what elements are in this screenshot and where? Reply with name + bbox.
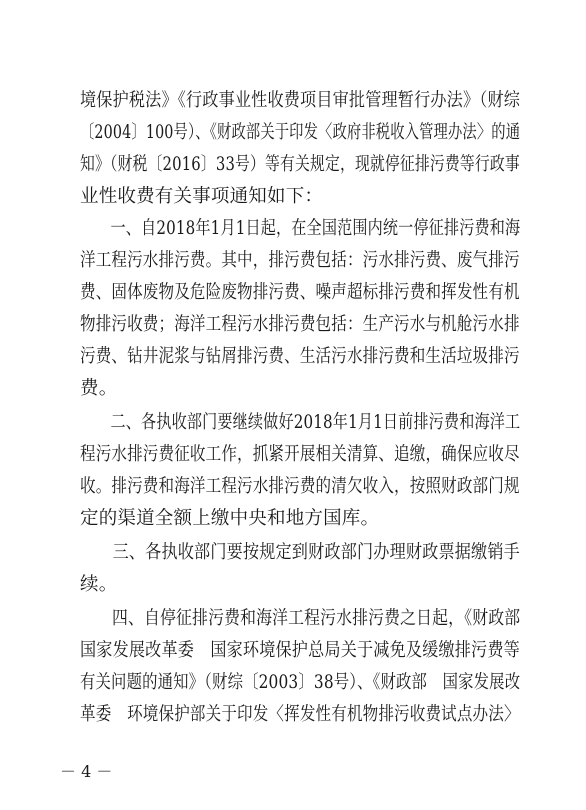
text-line: 物排污收费；海洋工程污水排污费包括：生产污水与机舱污水排 [80, 314, 520, 335]
text-line: 费。 [80, 378, 118, 399]
text-line: 〔2004〕100号）、《财政部关于印发〈政府非税收入管理办法〉的通 [80, 122, 521, 143]
text-line: 程污水排污费征收工作，抓紧开展相关清算、追缴，确保应收尽 [80, 444, 520, 465]
text-line: 境保护税法》《行政事业性收费项目审批管理暂行办法》（财综 [80, 90, 521, 111]
text-line: 收。排污费和海洋工程污水排污费的清欠收入，按照财政部门规 [80, 476, 520, 497]
paragraph-2-line: 二、各执收部门要继续做好2018年1月1日前排污费和海洋工 [80, 412, 521, 433]
text-line: 业性收费有关事项通知如下： [80, 186, 324, 207]
text-line: 知》（财税〔2016〕33号）等有关规定，现就停征排污费等行政事 [80, 154, 520, 175]
paragraph-1-line: 一、自2018年1月1日起，在全国范围内统一停征排污费和海 [80, 218, 521, 239]
text-line: 污费、钻井泥浆与钻屑排污费、生活污水排污费和生活垃圾排污 [80, 346, 520, 367]
text-line: 续。 [80, 574, 118, 595]
text-line: 定的渠道全额上缴中央和地方国库。 [80, 508, 380, 529]
text-line: 有关问题的通知》（财综〔2003〕38号）、《财政部 国家发展改 [80, 672, 521, 693]
text-line: 革委 环境保护部关于印发〈挥发性有机物排污收费试点办法〉 [80, 704, 520, 725]
text-line: 国家发展改革委 国家环境保护总局关于减免及缓缴排污费等 [80, 640, 520, 661]
page-number: － 4 － [60, 762, 113, 781]
paragraph-4-line: 四、自停征排污费和海洋工程污水排污费之日起，《财政部 [80, 608, 521, 629]
paragraph-3-line: 三、各执收部门要按规定到财政部门办理财政票据缴销手 [80, 542, 520, 563]
text-line: 费、固体废物及危险废物排污费、噪声超标排污费和挥发性有机 [80, 282, 520, 303]
text-line: 洋工程污水排污费。其中，排污费包括：污水排污费、废气排污 [80, 250, 520, 271]
